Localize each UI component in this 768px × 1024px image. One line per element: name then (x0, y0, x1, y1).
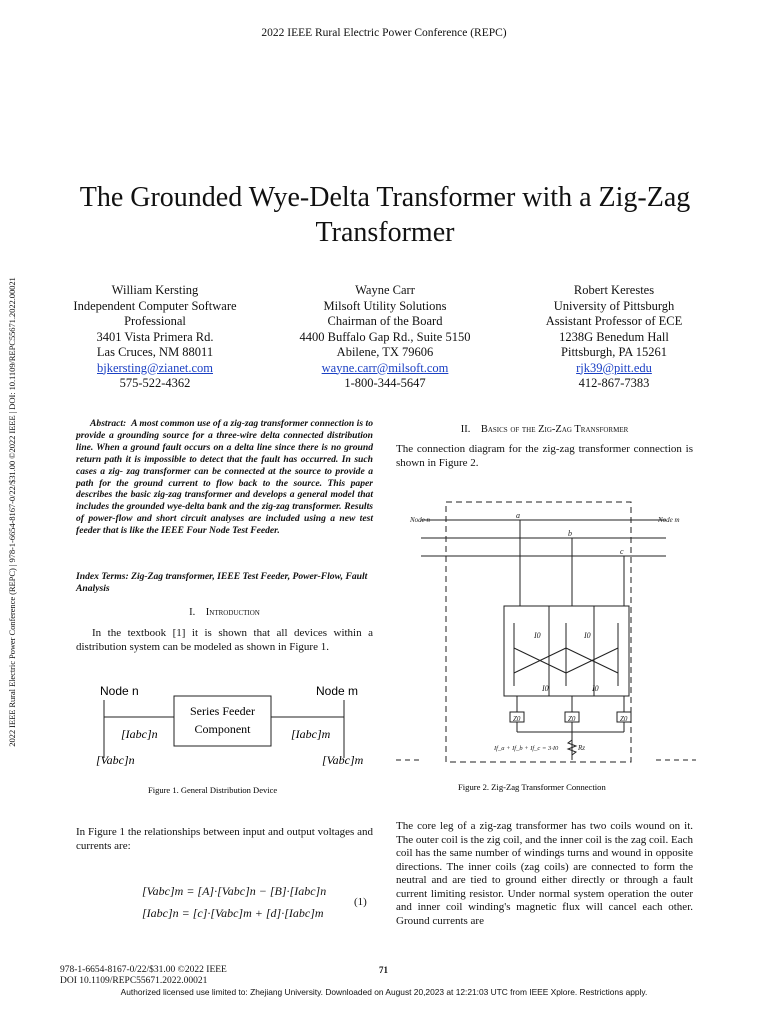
core-leg-a (504, 606, 549, 696)
author-affiliation: Independent Computer Software (73, 298, 237, 313)
author-address: Las Cruces, NM 88011 (96, 345, 214, 359)
fig2-node-m: Node m (658, 516, 680, 524)
figure-1-diagram (76, 680, 373, 795)
equation-1-line-1: [Vabc]m = [A]·[Vabc]n − [B]·[Iabc]n (142, 884, 327, 898)
fig2-label-b: b (568, 529, 572, 538)
fig1-voltage-n: [Vabc]n (96, 753, 135, 767)
author-phone: 412-867-7383 (578, 376, 650, 390)
author-affiliation: University of Pittsburgh (553, 298, 675, 313)
page-number: 71 (379, 965, 388, 975)
author-affiliation: Chairman of the Board (327, 314, 443, 328)
fig2-caption: Figure 2. Zig-Zag Transformer Connection (458, 782, 606, 792)
fig2-ground-equation: If_a + If_b + If_c = 3·I0 (494, 745, 559, 752)
abstract (76, 418, 373, 537)
author-block (265, 283, 505, 392)
author-block (35, 283, 275, 392)
author-email-link[interactable]: wayne.carr@milsoft.com (321, 360, 449, 375)
intro-paragraph: In the textbook [1] it is shown that all devices within a distribution system can be modeled as shown in Figure 1. (76, 627, 373, 653)
footer-isbn: 978-1-6654-8167-0/22/$31.00 ©2022 IEEE (60, 965, 227, 975)
fig2-z0-b: Z0 (568, 715, 576, 723)
basics-paragraph: The connection diagram for the zig-zag transformer connection is shown in Figure 2. (396, 443, 693, 469)
fig1-node-n: Node n (100, 684, 139, 698)
author-affiliation: Milsoft Utility Solutions (323, 298, 447, 313)
author-block (494, 283, 734, 392)
fig2-label-a: a (516, 511, 520, 520)
fig1-box-line1: Series Feeder (190, 704, 255, 718)
conference-header: 2022 IEEE Rural Electric Power Conference (REPC) (261, 27, 507, 39)
author-address: Pittsburgh, PA 15261 (561, 345, 667, 359)
fig2-z0-c: Z0 (620, 715, 628, 723)
fig2-rz: Rz (578, 744, 585, 752)
fig2-i0-label: I0 (542, 684, 549, 693)
fig2-z0-a: Z0 (513, 715, 521, 723)
sidebar-citation (0, 215, 24, 810)
fig1-current-n: [Iabc]n (121, 727, 158, 741)
author-name: Robert Kerestes (573, 283, 655, 297)
author-address: 1238G Benedum Hall (559, 329, 669, 344)
author-address: 3401 Vista Primera Rd. (96, 329, 214, 344)
fig2-i0-label: I0 (592, 684, 599, 693)
fig2-label-c: c (620, 547, 624, 556)
index-terms: Index Terms: Zig-Zag transformer, IEEE Test Feeder, Power-Flow, Fault Analysis (76, 571, 368, 594)
abstract-label: Abstract: (90, 418, 127, 429)
author-affiliation: Assistant Professor of ECE (545, 314, 683, 328)
footer-doi: DOI 10.1109/REPC55671.2022.00021 (60, 976, 208, 986)
author-phone: 575-522-4362 (119, 376, 191, 390)
fig1-caption: Figure 1. General Distribution Device (148, 785, 278, 795)
author-email-link[interactable]: bjkersting@zianet.com (97, 360, 213, 375)
fig2-node-n: Node n (410, 516, 431, 524)
section-heading-basics: II. Basics of the Zig-Zag Transformer (460, 424, 629, 435)
author-name: William Kersting (111, 283, 199, 297)
relationship-paragraph: In Figure 1 the relationships between input and output voltages and currents are: (76, 826, 373, 852)
fig2-i0-label: I0 (534, 631, 541, 640)
core-leg-paragraph: The core leg of a zig-zag transformer has two coils wound on it. The outer coil is the zig coil, and the inner coil is the zag coil. Each coil has the same number of windings turns and wound in opposite directions. The inner coils (zag coils) are connected to form the neutral and are tied to ground either directly or through a fault current limiting resistor. Under normal system operation the outer and inner coil winding's magnetic flux will cancel each other. Ground currents are (396, 820, 693, 927)
fig1-node-m: Node m (316, 684, 359, 698)
sidebar-citation-text: 2022 IEEE Rural Electric Power Conference (REPC) | 978-1-6654-8167-0/22/$31.00 ©2022 IEEE | DOI: 10.1109/REPC55671.2022.00021 (7, 277, 17, 747)
author-email-link[interactable]: rjk39@pitt.edu (576, 360, 652, 375)
fig1-current-m: [Iabc]m (291, 727, 331, 741)
author-address: Abilene, TX 79606 (336, 345, 434, 359)
paper-title: The Grounded Wye-Delta Transformer with a Zig-Zag Transformer (79, 182, 691, 248)
section-heading-introduction: I. Introduction (189, 607, 260, 618)
author-affiliation: Professional (124, 314, 186, 328)
author-phone: 1-800-344-5647 (344, 376, 426, 390)
equation-1-line-2: [Iabc]n = [c]·[Vabc]m + [d]·[Iabc]m (142, 906, 324, 920)
license-notice: Authorized licensed use limited to: Zhejiang University. Downloaded on August 20,2023 at 12:21:03 UTC from IEEE Xplore. Restrictions apply. (120, 987, 648, 997)
abstract-text: A most common use of a zig-zag transformer connection is to provide a grounding source for a three-wire delta connected distribution line. When a ground fault occurs on a delta line since there is no ground return path it is impossible to detect that the fault has occurred. In such cases a zig- zag transformer can be connected at the source to provide a path for the ground current to flow back to the source. This paper describes the basic zig-zag transformer and develops a general model that includes the grounded wye-delta bank and the zig-zag transformer. Results of power-flow and short circuit analyses are included using a new test feeder that is like the IEEE Four Node Test Feeder. (76, 418, 373, 537)
figure-2-diagram (396, 498, 696, 798)
fig1-voltage-m: [Vabc]m (322, 753, 364, 767)
fig1-box-line2: Component (194, 722, 251, 736)
author-name: Wayne Carr (355, 283, 415, 297)
fig2-i0-label: I0 (584, 631, 591, 640)
author-address: 4400 Buffalo Gap Rd., Suite 5150 (299, 329, 471, 344)
equation-1 (142, 880, 326, 924)
equation-1-number: (1) (354, 896, 367, 908)
